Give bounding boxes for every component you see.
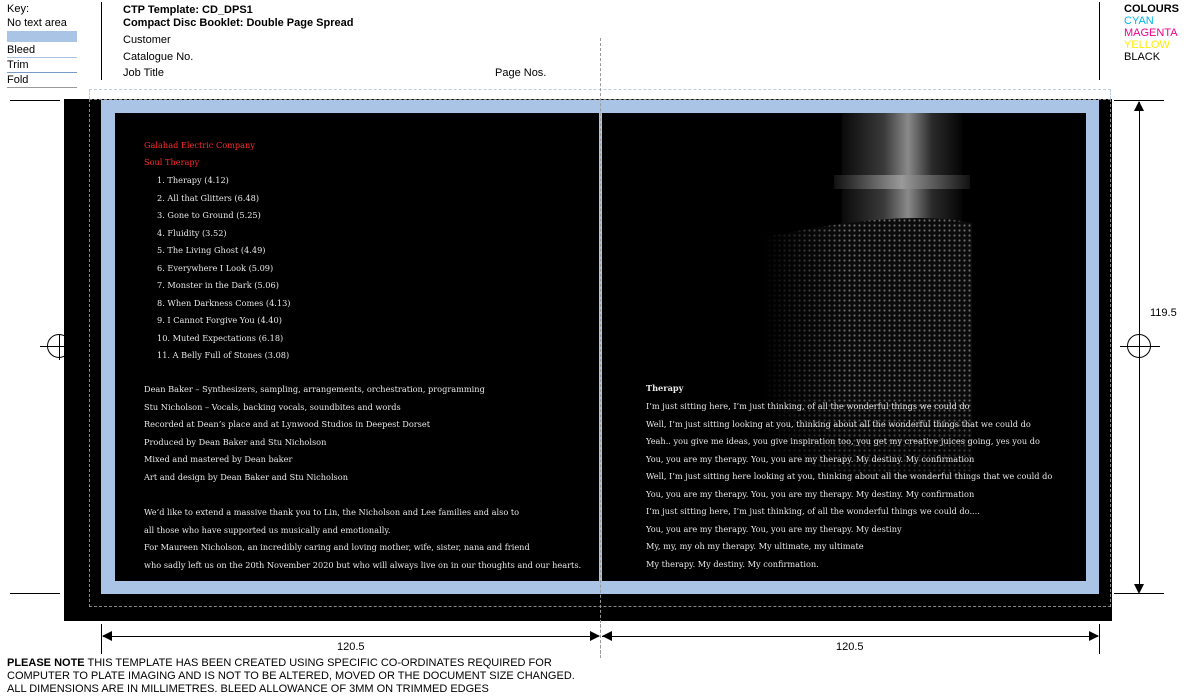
- width-left-arrow-r: [590, 631, 600, 641]
- key-bleed-label: Bleed: [7, 44, 36, 56]
- note-line-3: ALL DIMENSIONS ARE IN MILLIMETRES. BLEED ALLOWANCE OF 3MM ON TRIMMED EDGES: [7, 683, 489, 695]
- width-left-label: 120.5: [337, 641, 365, 653]
- thanks-line: all those who have supported us musically and emotionally.: [144, 524, 391, 535]
- lyric-line: Well, I’m just sitting here looking at you, thinking about all the wonderful things that we could do: [646, 471, 1053, 481]
- track-item: 1. Therapy (4.12): [157, 175, 229, 185]
- page-nos-label: Page Nos.: [495, 67, 547, 79]
- key-no-text-area-label: No text area: [7, 17, 67, 29]
- track-item: 5. The Living Ghost (4.49): [157, 245, 266, 255]
- colour-magenta: MAGENTA: [1124, 27, 1178, 39]
- album-title: Soul Therapy: [144, 157, 200, 167]
- colour-cyan: CYAN: [1124, 15, 1154, 27]
- catalogue-label: Catalogue No.: [123, 51, 194, 63]
- lyric-line: I’m just sitting here, I’m just thinking, of all the wonderful things we could do: [646, 401, 970, 411]
- track-item: 11. A Belly Full of Stones (3.08): [157, 350, 290, 360]
- credit-line: Dean Baker – Synthesizers, sampling, arrangements, orchestration, programming: [144, 384, 485, 394]
- track-item: 2. All that Glitters (6.48): [157, 192, 260, 203]
- height-arrow-top: [1134, 101, 1144, 111]
- customer-label: Customer: [123, 34, 171, 46]
- height-dimension-line: [1139, 102, 1140, 592]
- thanks-line: For Maureen Nicholson, an incredibly caring and loving mother, wife, sister, nana and friend: [144, 542, 530, 552]
- lyric-line: You, you are my therapy. You, you are my therapy. My destiny. My confirmation: [646, 488, 975, 499]
- key-trim-label: Trim: [7, 59, 29, 71]
- colours-title: COLOURS: [1124, 3, 1179, 15]
- thanks-line: We’d like to extend a massive thank you to Lin, the Nicholson and Lee families and also to: [144, 507, 520, 517]
- key-fold-label: Fold: [7, 74, 29, 86]
- width-left-arrow-l: [102, 631, 112, 641]
- trim-tick-bottom-right: [1099, 624, 1100, 654]
- width-right-label: 120.5: [836, 641, 864, 653]
- colours-block: [1124, 3, 1186, 63]
- lyric-line: You, you are my therapy. You, you are my therapy. My destiny: [646, 523, 902, 534]
- key-trim-line: [7, 72, 77, 73]
- key-bleed-line: [7, 57, 77, 58]
- trim-tick-tl: [10, 100, 60, 101]
- band-name: Galahad Electric Company: [144, 140, 255, 150]
- note-line-1: THIS TEMPLATE HAS BEEN CREATED USING SPECIFIC CO-ORDINATES REQUIRED FOR: [84, 657, 552, 669]
- width-right-line: [602, 636, 1098, 637]
- key-no-text-swatch: [7, 31, 77, 42]
- height-arrow-bottom: [1134, 584, 1144, 594]
- width-right-arrow-l: [602, 631, 612, 641]
- song-title: Therapy: [646, 383, 684, 393]
- lyric-line: I’m just sitting here, I’m just thinking, of all the wonderful things we could do....: [646, 506, 980, 516]
- trim-tick-bl: [10, 593, 60, 594]
- lyric-line: My therapy. My destiny. My confirmation.: [646, 558, 819, 569]
- width-right-arrow-r: [1089, 631, 1099, 641]
- template-title: CTP Template: CD_DPS1: [123, 4, 253, 16]
- height-dimension-label: 119.5: [1150, 307, 1177, 319]
- track-item: 6. Everywhere I Look (5.09): [157, 262, 274, 273]
- width-left-line: [103, 636, 599, 637]
- credit-line: Art and design by Dean Baker and Stu Nicholson: [144, 471, 348, 482]
- credit-line: Produced by Dean Baker and Stu Nicholson: [144, 436, 327, 447]
- note-lead: PLEASE NOTE: [7, 657, 85, 669]
- header-right-rule: [1099, 2, 1100, 80]
- note-line-2: COMPUTER TO PLATE IMAGING AND IS NOT TO BE ALTERED, MOVED OR THE DOCUMENT SIZE CHANGED.: [7, 670, 575, 682]
- credit-line: Mixed and mastered by Dean baker: [144, 454, 293, 464]
- lyric-line: You, you are my therapy. You, you are my therapy. My destiny. My confirmation: [646, 453, 975, 464]
- track-item: 9. I Cannot Forgive You (4.40): [157, 315, 282, 325]
- track-item: 3. Gone to Ground (5.25): [157, 210, 261, 220]
- template-subtitle: Compact Disc Booklet: Double Page Spread: [123, 17, 354, 29]
- key-fold-line: [7, 87, 77, 88]
- template-note: [7, 657, 607, 696]
- colour-black: BLACK: [1124, 51, 1161, 63]
- lyric-line: My, my, my oh my therapy. My ultimate, my ultimate: [646, 541, 864, 551]
- header-left-rule: [101, 2, 102, 80]
- left-registration-mark: [47, 334, 71, 358]
- template-title-block: [123, 4, 353, 30]
- credit-line: Recorded at Dean’s place and at Lynwood Studios in Deepest Dorset: [144, 419, 431, 429]
- track-item: 10. Muted Expectations (6.18): [157, 332, 284, 343]
- key-title: Key:: [7, 3, 30, 15]
- track-item: 7. Monster in the Dark (5.06): [157, 280, 279, 290]
- fold-line: [600, 38, 601, 658]
- credit-line: Stu Nicholson – Vocals, backing vocals, soundbites and words: [144, 401, 401, 412]
- colour-yellow: YELLOW: [1124, 39, 1170, 51]
- track-item: 8. When Darkness Comes (4.13): [157, 297, 291, 308]
- fold-tick-bottom: [600, 624, 601, 654]
- job-title-label: Job Title: [123, 67, 164, 79]
- lyric-line: Yeah.. you give me ideas, you give inspiration too, you get my creative juices going, yes you do: [646, 436, 1040, 446]
- thanks-line: who sadly left us on the 20th November 2020 but who will always live on in our thoughts and our hearts.: [144, 559, 582, 570]
- lyric-line: Well, I’m just sitting looking at you, thinking about all the wonderful things that we could do: [646, 418, 1031, 429]
- track-item: 4. Fluidity (3.52): [157, 227, 227, 238]
